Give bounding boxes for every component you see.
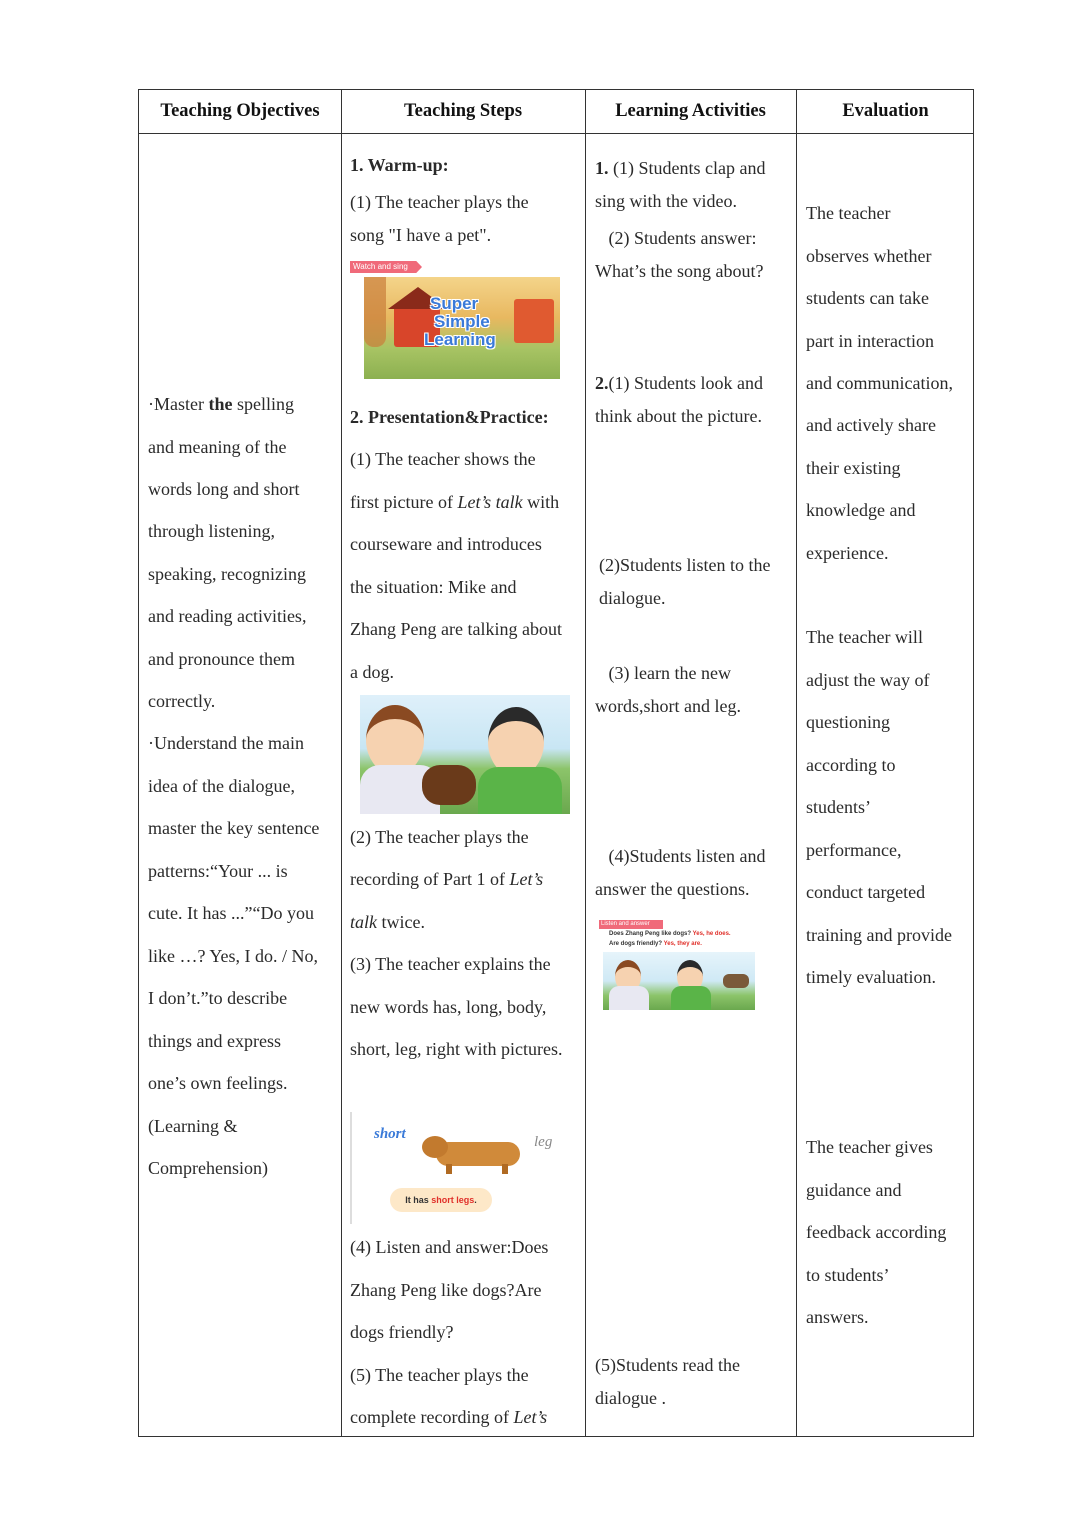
evaluation-line: students can take (806, 288, 929, 308)
step-line (350, 481, 559, 524)
step-italic-text: Let’s (509, 869, 544, 889)
step-line: courseware and introduces (350, 534, 542, 554)
activity-number: 2. (595, 373, 609, 393)
step-text: first picture of (350, 492, 458, 512)
step-text: with (522, 492, 560, 512)
activity-line: think about the picture. (595, 406, 762, 426)
header-evaluation: Evaluation (842, 101, 929, 121)
activity-line: What’s the song about? (595, 261, 764, 281)
evaluation-line: training and provide (806, 925, 952, 945)
presentation-heading: 2. Presentation&Practice: (350, 407, 549, 427)
header-teaching-steps: Teaching Steps (403, 101, 523, 121)
qa-tag: Listen and answer (599, 920, 663, 929)
boy-body (671, 986, 711, 1010)
step-line: short, leg, right with pictures. (350, 1039, 563, 1059)
step-line: song "I have a pet". (350, 225, 492, 245)
step-text: twice. (377, 912, 425, 932)
sentence-highlight: legs (456, 1195, 475, 1205)
sentence-bubble (390, 1188, 492, 1212)
step-line: Zhang Peng like dogs?Are (350, 1280, 542, 1300)
barn-shape (514, 299, 554, 343)
step-line: new words has, long, body, (350, 997, 547, 1017)
step-line: (1) The teacher shows the (350, 449, 536, 469)
activity-line: words,short and leg. (595, 696, 741, 716)
evaluation-line: students’ (806, 797, 871, 817)
header-learning-activities: Learning Activities (615, 101, 766, 121)
objective-line: one’s own feelings. (148, 1073, 288, 1093)
sentence-text: . (474, 1195, 477, 1205)
qa-scene (603, 952, 755, 1010)
video-tag-label: Watch and sing (353, 262, 408, 271)
objective-line: ·Understand the main (148, 733, 304, 753)
evaluation-line: answers. (806, 1307, 869, 1327)
step-line: dogs friendly? (350, 1322, 454, 1342)
objective-text: ·Master (148, 394, 209, 414)
evaluation-line: The teacher (806, 203, 891, 223)
evaluation-line: according to (806, 755, 896, 775)
evaluation-line: conduct targeted (806, 882, 926, 902)
objective-line: and meaning of the (148, 437, 287, 457)
objective-line: (Learning & (148, 1116, 238, 1136)
evaluation-line: part in interaction (806, 331, 934, 351)
step-line: (3) The teacher explains the (350, 954, 551, 974)
objective-line: idea of the dialogue, (148, 776, 295, 796)
brand-word: Learning (424, 330, 496, 349)
dog-shape (723, 974, 749, 988)
objective-line: I don’t.”to describe (148, 988, 288, 1008)
step-line (350, 1396, 547, 1439)
objective-line: things and express (148, 1031, 281, 1051)
objective-line: words long and short (148, 479, 300, 499)
activity-number: 1. (595, 158, 609, 178)
dog-shape (422, 765, 476, 805)
evaluation-line: questioning (806, 712, 890, 732)
word-short: short (374, 1126, 406, 1142)
boys-dog-picture (360, 695, 570, 814)
objective-line: Comprehension) (148, 1158, 268, 1178)
step-line: (2) The teacher plays the (350, 827, 529, 847)
qa-question-text: Are dogs friendly? (609, 941, 663, 947)
objective-line: patterns:“Your ... is (148, 861, 288, 881)
objective-line (148, 383, 294, 426)
dachshund-leg (502, 1164, 508, 1174)
activity-text: (1) Students look and (608, 373, 763, 393)
activity-line: dialogue . (595, 1388, 666, 1408)
activity-text: (1) Students clap and (608, 158, 766, 178)
boy-body (609, 986, 649, 1010)
column-divider (585, 90, 586, 1436)
brand-word: Super (430, 294, 479, 313)
header-divider (139, 133, 973, 134)
evaluation-line: experience. (806, 543, 889, 563)
qa-question-1 (609, 931, 731, 937)
evaluation-line: guidance and (806, 1180, 902, 1200)
qa-question-2 (609, 941, 702, 947)
warmup-heading: 1. Warm-up: (350, 155, 449, 175)
evaluation-line: and actively share (806, 415, 936, 435)
evaluation-line: The teacher will (806, 627, 923, 647)
video-thumbnail (350, 261, 560, 379)
column-divider (796, 90, 797, 1436)
brand-logo (424, 294, 496, 349)
objective-bold-word: the (208, 394, 233, 414)
brand-word: Simple (434, 312, 490, 331)
qa-answer-text: Yes, he does. (692, 931, 731, 937)
activity-line: dialogue. (599, 588, 666, 608)
listen-answer-picture (599, 920, 767, 1010)
dachshund-leg (446, 1164, 452, 1174)
word-leg: leg (534, 1134, 553, 1150)
evaluation-line: and communication, (806, 373, 953, 393)
step-line: (4) Listen and answer:Does (350, 1237, 549, 1257)
step-italic-text: talk (350, 912, 377, 932)
step-line: (1) The teacher plays the (350, 192, 529, 212)
evaluation-line: observes whether (806, 246, 932, 266)
objective-line: and pronounce them (148, 649, 295, 669)
tree-shape (364, 277, 386, 347)
activity-line: (2) Students answer: (595, 228, 757, 248)
evaluation-line: feedback according (806, 1222, 947, 1242)
column-divider (341, 90, 342, 1436)
objective-line: and reading activities, (148, 606, 307, 626)
header-teaching-objectives: Teaching Objectives (160, 101, 320, 121)
dachshund-body (436, 1142, 520, 1166)
objective-line: speaking, recognizing (148, 564, 306, 584)
step-text: complete recording of (350, 1407, 514, 1427)
dachshund-head (422, 1136, 448, 1158)
objective-line: cute. It has ...”“Do you (148, 903, 314, 923)
activity-line: (3) learn the new (595, 663, 731, 683)
qa-question-text: Does Zhang Peng like dogs? (609, 931, 692, 937)
evaluation-line: The teacher gives (806, 1137, 933, 1157)
step-italic-text: Let’s (513, 1407, 548, 1427)
objective-line: master the key sentence (148, 818, 320, 838)
evaluation-line: performance, (806, 840, 902, 860)
objective-line: like …? Yes, I do. / No, (148, 946, 318, 966)
activity-line: (5)Students read the (595, 1355, 740, 1375)
step-line: (5) The teacher plays the (350, 1365, 529, 1385)
evaluation-line: knowledge and (806, 500, 916, 520)
activity-line: (4)Students listen and (595, 846, 766, 866)
sentence-highlight: short (431, 1195, 454, 1205)
sentence-text: It has (405, 1195, 432, 1205)
objective-text: spelling (232, 394, 294, 414)
activity-line: (2)Students listen to the (599, 555, 771, 575)
boy-zhangpeng-body (478, 767, 562, 814)
evaluation-line: timely evaluation. (806, 967, 936, 987)
evaluation-line: their existing (806, 458, 901, 478)
objective-line: correctly. (148, 691, 216, 711)
objective-line: through listening, (148, 521, 275, 541)
step-italic-text: Let’s talk (457, 492, 523, 512)
step-text: recording of Part 1 of (350, 869, 510, 889)
step-line: the situation: Mike and (350, 577, 517, 597)
evaluation-line: to students’ (806, 1265, 890, 1285)
step-line: Zhang Peng are talking about (350, 619, 562, 639)
step-line (350, 901, 425, 944)
short-legs-picture (350, 1112, 562, 1224)
evaluation-line: adjust the way of (806, 670, 930, 690)
step-line: a dog. (350, 662, 394, 682)
activity-line: sing with the video. (595, 191, 737, 211)
activity-line: answer the questions. (595, 879, 750, 899)
step-line (350, 858, 543, 901)
qa-answer-text: Yes, they are. (663, 941, 702, 947)
